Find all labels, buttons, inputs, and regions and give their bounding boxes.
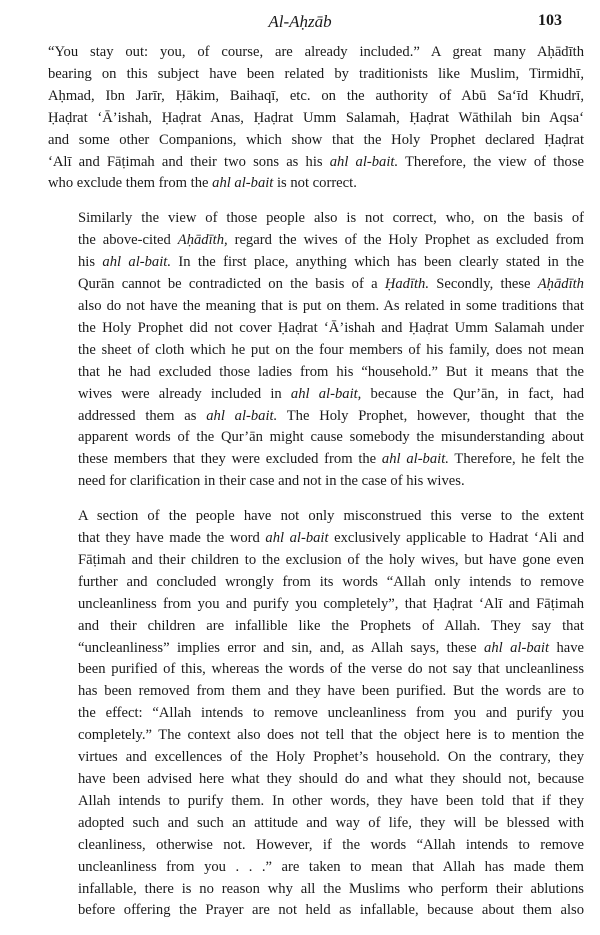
text-run: the above-cited: [78, 232, 178, 249]
text-run: his: [78, 254, 103, 271]
text-run: the sheet of cloth which he put on the four members of his family, does not mean: [78, 341, 584, 358]
text-line: [48, 769, 584, 791]
italic-term: Ḥadīth.: [384, 276, 429, 293]
text-line: [48, 130, 584, 152]
text-run: addressed them as: [78, 407, 207, 424]
text-run: the effect: “Allah intends to remove uncleanliness from you and purify you: [78, 705, 584, 722]
page-header: [0, 10, 600, 34]
italic-term: Aḥādīth,: [177, 232, 228, 249]
text-run: have been advised here what they should do and what they should not, because: [78, 771, 584, 787]
text-run: completely.” The context also does not tell that the object here is to mention the: [78, 727, 584, 744]
running-title: Al-Aḥzāb: [268, 12, 332, 31]
text-run: and their children are infallible like the Prophets of Allah. They say that: [78, 617, 584, 634]
text-run: regard the wives of the Holy Prophet as excluded from: [227, 232, 584, 249]
text-run: Therefore, the view of those: [398, 153, 584, 170]
text-line: [48, 152, 584, 174]
text-line: [48, 725, 584, 747]
text-run: that they have made the word: [78, 530, 266, 547]
text-line: [48, 471, 584, 493]
text-line: [48, 791, 584, 813]
text-run: bearing on this subject have been related by traditionists like Muslim, Tirmidhī,: [48, 65, 584, 82]
text-run: uncleanliness from you and purify you completely”, that Ḥaḍrat ‘Alī and Fāṭimah: [78, 595, 584, 612]
paragraph: [48, 42, 584, 195]
text-line: [48, 813, 584, 835]
italic-term: ahl al-bait: [265, 530, 329, 547]
italic-term: ahl al-bait.: [102, 254, 171, 271]
text-line: [48, 274, 584, 296]
text-line: [48, 703, 584, 725]
text-run: is not correct.: [273, 175, 357, 192]
text-line: [48, 900, 584, 922]
text-run: been purified of this, whereas the words of the verse do not say that uncleanliness: [78, 661, 584, 678]
text-line: [48, 296, 584, 318]
text-line: [48, 572, 584, 594]
text-line: [48, 208, 584, 230]
text-run: adopted such and such an attitude and way of life, they will be blessed with: [78, 814, 584, 831]
text-run: exclusively applicable to Hadrat ‘Ali and: [328, 530, 584, 547]
text-run: uncleanliness from you . . .” are taken to mean that Allah has made them: [78, 858, 584, 875]
text-run: Qurān cannot be contradicted on the basis of a: [78, 276, 385, 293]
text-run: “uncleanliness” implies error and sin, and, as Allah says, these: [78, 639, 485, 656]
text-run: “You stay out: you, of course, are already included.” A great many Aḥādīth: [48, 44, 584, 60]
text-line: [48, 550, 584, 572]
text-run: further and concluded wrongly from its words “Allah only intends to remove: [78, 573, 584, 590]
text-run: Fāṭimah and their children to the exclusion of the holy wives, but have gone even: [78, 551, 584, 568]
text-line: [48, 230, 584, 252]
text-line: [48, 638, 584, 660]
page-number: 103: [538, 12, 562, 29]
italic-term: ahl al-bait: [484, 639, 550, 656]
text-run: who exclude them from the: [48, 175, 213, 192]
text-run: In the first place, anything which has been clearly stated in the: [171, 254, 584, 271]
text-run: wives were already included in: [78, 385, 291, 402]
italic-term: Aḥādīth: [537, 276, 584, 293]
text-run: Secondly, these: [429, 276, 538, 293]
text-run: have: [549, 639, 584, 656]
text-line: [48, 528, 584, 550]
italic-term: ahl al-bait,: [290, 385, 362, 402]
text-line: [48, 835, 584, 857]
text-run: Therefore, he felt the: [448, 451, 584, 468]
text-run: Ḥaḍrat ‘Ā’ishah, Ḥaḍrat Anas, Ḥaḍrat Umm Salamah, Ḥaḍrat Wāthilah bin Aqsa‘: [48, 109, 584, 126]
text-run: the Holy Prophet did not cover Ḥaḍrat ‘Ā’ishah and Ḥaḍrat Umm Salamah under: [78, 319, 584, 336]
text-run: ‘Alī and Fāṭimah and their two sons as his: [48, 153, 330, 170]
paragraph: [48, 506, 584, 922]
text-line: [48, 406, 584, 428]
text-run: need for clarification in their case and not in the case of his wives.: [78, 473, 465, 490]
text-line: [48, 879, 584, 901]
text-run: has been removed from them and they have been purified. But the words are to: [78, 683, 584, 700]
text-line: [48, 108, 584, 130]
text-run: also do not have the meaning that is put on them. As related in some traditions that: [78, 297, 584, 314]
text-line: [48, 362, 584, 384]
text-line: [48, 86, 584, 108]
text-line: [48, 747, 584, 769]
text-line: [48, 659, 584, 681]
text-run: virtues and excellences of the Holy Prophet’s household. On the contrary, they: [78, 749, 584, 766]
text-line: [48, 449, 584, 471]
text-line: [48, 857, 584, 879]
text-run: and some other Companions, which show that the Holy Prophet declared Ḥaḍrat: [48, 131, 584, 148]
text-line: [48, 594, 584, 616]
italic-term: ahl al-bait: [212, 175, 274, 192]
text-line: [48, 506, 584, 528]
body-text: [48, 42, 584, 935]
text-run: Aḥmad, Ibn Jarīr, Ḥākim, Baihaqī, etc. on the authority of Abū Sa‘īd Khudrī,: [48, 87, 584, 104]
text-run: before offering the Prayer are not held as infallable, because about them also: [78, 902, 584, 919]
text-line: [48, 252, 584, 274]
italic-term: ahl al-bait.: [206, 407, 278, 424]
text-run: infallable, there is no reason why all the Muslims who perform their ablutions: [78, 880, 584, 897]
text-line: [48, 318, 584, 340]
text-line: [48, 427, 584, 449]
text-line: [48, 681, 584, 703]
text-line: [48, 42, 584, 64]
text-run: Similarly the view of those people also is not correct, who, on the basis of: [78, 210, 584, 227]
italic-term: ahl al-bait.: [329, 153, 399, 170]
text-run: these members that they were excluded from the: [78, 451, 382, 468]
text-run: cleanliness, otherwise not. However, if the words “Allah intends to remove: [78, 836, 584, 853]
text-line: [48, 173, 584, 195]
text-run: apparent words of the Qur’ān might cause somebody the misunderstanding about: [78, 429, 584, 446]
text-line: [48, 384, 584, 406]
text-line: [48, 616, 584, 638]
text-line: [48, 340, 584, 362]
text-run: Allah intends to purify them. In other words, they have been told that if they: [78, 792, 584, 809]
italic-term: ahl al-bait.: [381, 451, 449, 468]
text-run: A section of the people have not only misconstrued this verse to the extent: [78, 508, 584, 525]
paragraph: [48, 208, 584, 493]
text-line: [48, 64, 584, 86]
text-run: that he had excluded those ladies from his “household.” But it means that the: [78, 363, 584, 380]
text-run: because the Qur’ān, in fact, had: [361, 385, 584, 402]
text-run: The Holy Prophet, however, thought that the: [277, 407, 584, 424]
